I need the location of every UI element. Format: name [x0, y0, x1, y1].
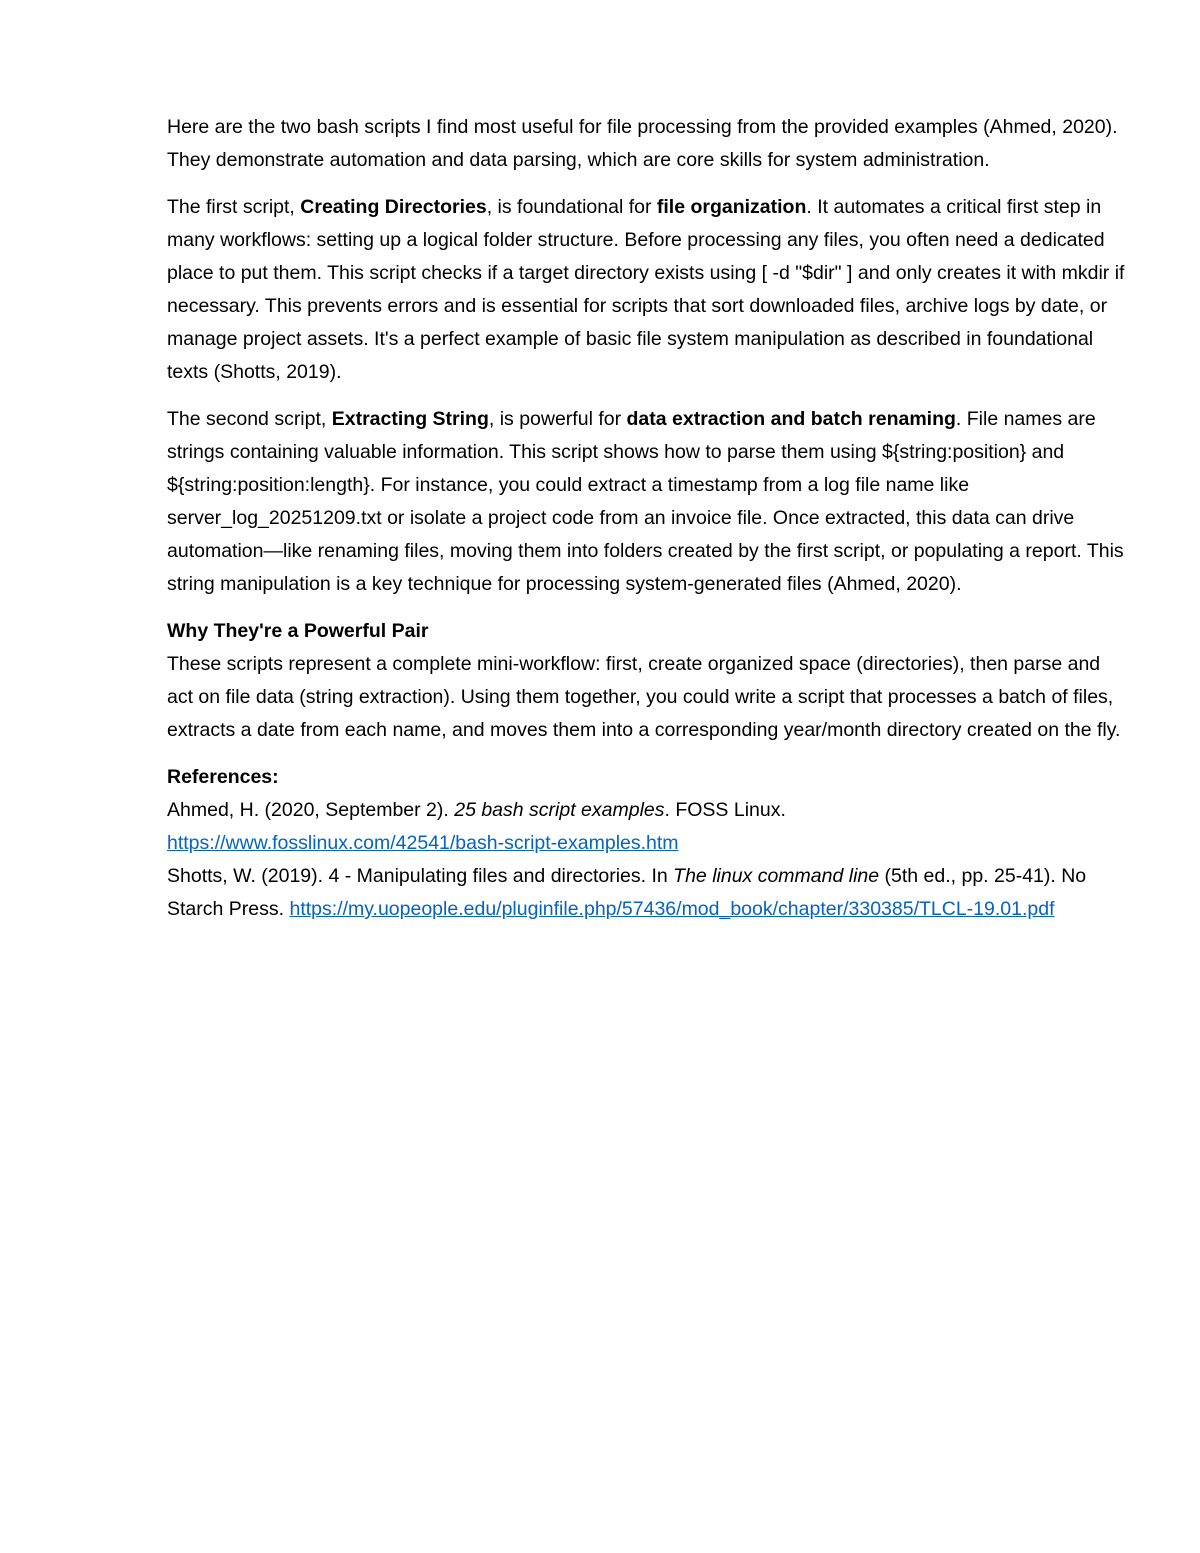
document-body: [167, 111, 1127, 926]
references-list: [167, 794, 1127, 926]
p1-bold-script-name: Creating Directories: [300, 196, 487, 218]
p2-bold-script-name: Extracting String: [331, 408, 489, 430]
p1-bold-purpose: file organization: [656, 196, 807, 218]
ref2-italic-title: The linux command line: [673, 865, 880, 887]
powerful-pair-text: These scripts represent a complete mini-workflow: first, create organized space (directories), then parse and act on file data (string extraction). Using them together, you could write a script that processes a batch of files, extracts a date from each name, and moves them into a corresponding year/month directory created on the fly.: [167, 653, 1121, 741]
paragraph-creating-directories: [167, 191, 1127, 389]
ref2-link[interactable]: https://my.uopeople.edu/pluginfile.php/57436/mod_book/chapter/330385/TLCL-19.01.pdf: [289, 898, 1055, 920]
reference-shotts: [167, 860, 1127, 926]
intro-paragraph: [167, 111, 1127, 177]
ref2-text-2: (5th ed., pp. 25-41). No Starch Press.: [167, 865, 1087, 920]
references-heading: References:: [167, 766, 279, 788]
reference-ahmed: [167, 794, 1127, 860]
powerful-pair-paragraph: [167, 648, 1127, 747]
ref1-text-1: Ahmed, H. (2020, September 2).: [167, 799, 455, 821]
p2-text-3: . File names are strings containing valuable information. This script shows how to parse them using ${string:position} and ${string:position:length}. For instance, you could extract a timestamp from a log file name like server_log_20251209.txt or isolate a project code from an invoice file. Once extracted, this data can drive automation—like renaming files, moving them into folders created by the first script, or populating a report. This string manipulation is a key technique for processing system-generated files (Ahmed, 2020).: [167, 408, 1124, 595]
paragraph-extracting-string: [167, 403, 1127, 601]
ref1-italic-title: 25 bash script examples: [454, 799, 665, 821]
p1-text-3: . It automates a critical first step in many workflows: setting up a logical folder structure. Before processing any files, you often need a dedicated place to put them. This script checks if a target directory exists using [ -d "$dir" ] and only creates it with mkdir if necessary. This prevents errors and is essential for scripts that sort downloaded files, archive logs by date, or manage project assets. It's a perfect example of basic file system manipulation as described in foundational texts (Shotts, 2019).: [167, 196, 1125, 383]
p2-bold-purpose: data extraction and batch renaming: [626, 408, 956, 430]
p1-text-2: , is foundational for: [486, 196, 657, 218]
intro-text: Here are the two bash scripts I find most useful for file processing from the provided examples (Ahmed, 2020). They demonstrate automation and data parsing, which are core skills for system administration.: [167, 116, 1118, 171]
ref1-link[interactable]: https://www.fosslinux.com/42541/bash-script-examples.htm: [167, 832, 679, 854]
section-heading-powerful-pair: Why They're a Powerful Pair: [167, 620, 429, 642]
p2-text-1: The second script,: [167, 408, 332, 430]
p2-text-2: , is powerful for: [488, 408, 627, 430]
ref2-text-1: Shotts, W. (2019). 4 - Manipulating files and directories. In: [167, 865, 674, 887]
ref1-text-2: . FOSS Linux.: [664, 799, 786, 821]
p1-text-1: The first script,: [167, 196, 301, 218]
